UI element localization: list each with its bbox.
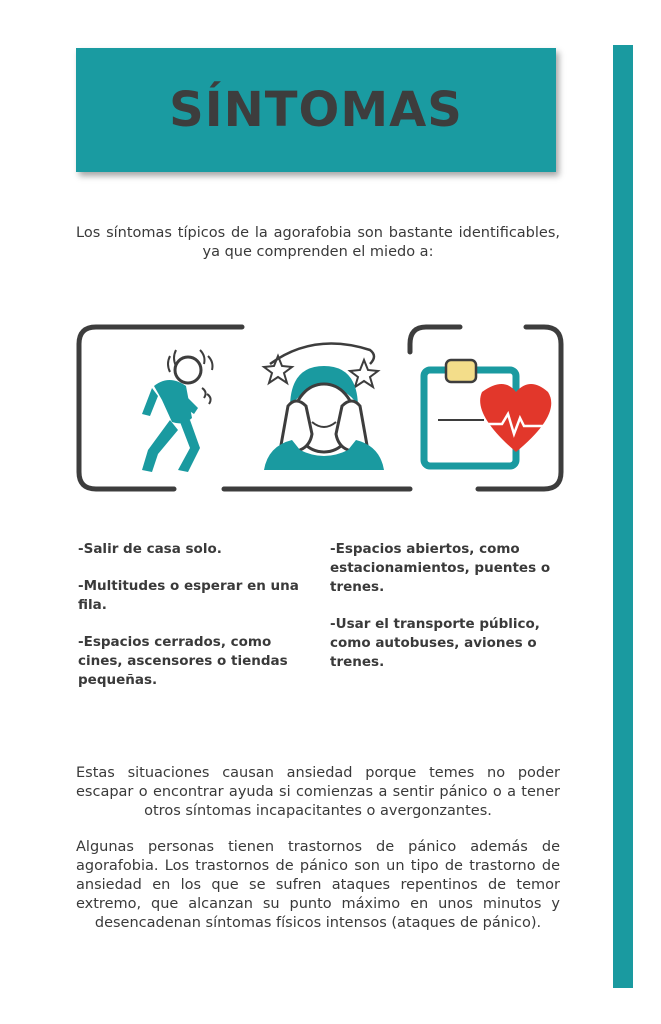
paragraph-anxiety: Estas situaciones causan ansiedad porque temes no poder escapar o encontrar ayuda si comienzas a sentir pánico o a tener otros síntomas incapacitantes o avergonzantes. bbox=[76, 765, 560, 819]
headache-woman-icon bbox=[264, 344, 384, 470]
list-item: -Multitudes o esperar en una fila. bbox=[78, 578, 299, 613]
clipboard-heart-icon bbox=[424, 360, 551, 466]
page-title: SÍNTOMAS bbox=[169, 82, 463, 138]
intro-text: Los síntomas típicos de la agorafobia son bastante identificables, ya que comprenden el miedo a: bbox=[76, 225, 560, 260]
symptoms-list-right bbox=[330, 540, 580, 690]
dizzy-person-icon bbox=[142, 350, 213, 472]
title-banner bbox=[76, 48, 556, 172]
side-accent-bar bbox=[613, 45, 633, 988]
list-item: -Usar el transporte público, como autobuses, aviones o trenes. bbox=[330, 616, 540, 670]
list-item: -Espacios abiertos, como estacionamientos, puentes o trenes. bbox=[330, 541, 551, 595]
paragraph-panic: Algunas personas tienen trastornos de pánico además de agorafobia. Los trastornos de pánico son un tipo de trastorno de ansiedad en los que se sufren ataques repentinos de temor extremo, que alcanzan su punto máximo en unos minutos y desencadenan síntomas físicos intensos (ataques de pánico). bbox=[76, 839, 560, 931]
symptoms-illustration bbox=[74, 322, 566, 494]
list-item: -Espacios cerrados, como cines, ascensores o tiendas pequeñas. bbox=[78, 634, 288, 688]
symptoms-list-left bbox=[78, 540, 318, 708]
list-item: -Salir de casa solo. bbox=[78, 541, 222, 557]
